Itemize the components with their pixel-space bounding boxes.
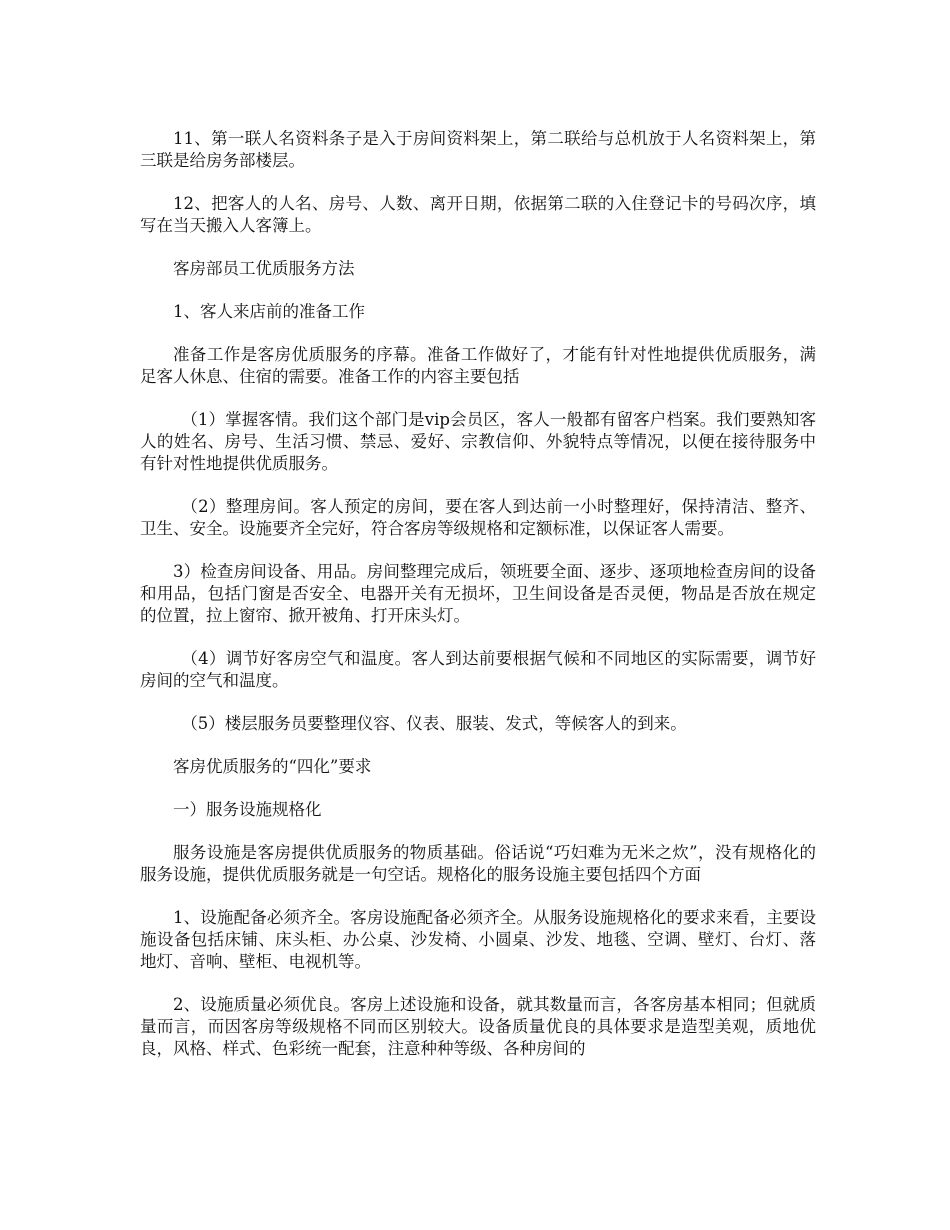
paragraph-facilities-complete: 1、设施配备必须齐全。客房设施配备必须齐全。从服务设施规格化的要求来看，主要设施设备包括床铺、床头柜、办公桌、沙发椅、小圆桌、沙发、地毯、空调、壁灯、台灯、落地灯、音响、壁柜、电视机等。 bbox=[140, 908, 816, 971]
section-heading-service-methods: 客房部员工优质服务方法 bbox=[173, 259, 355, 278]
document-page bbox=[140, 128, 816, 1081]
paragraph-facilities-intro: 服务设施是客房提供优质服务的物质基础。俗话说“巧妇难为无米之炊”，没有规格化的服务设施，提供优质服务就是一句空话。规格化的服务设施主要包括四个方面 bbox=[140, 843, 816, 884]
paragraph-staff-appearance: （5）楼层服务员要整理仪容、仪表、服装、发式，等候客人的到来。 bbox=[181, 714, 687, 733]
paragraph-room-cleanup: （2）整理房间。客人预定的房间，要在客人到达前一小时整理好，保持清洁、整齐、卫生、安全。设施要齐全完好，符合客房等级规格和定额标准，以保证客人需要。 bbox=[140, 497, 816, 538]
paragraph-air-temperature: （4）调节好客房空气和温度。客人到达前要根据气候和不同地区的实际需要，调节好房间的空气和温度。 bbox=[140, 649, 816, 690]
subsection-heading-standardized-facilities: 一）服务设施规格化 bbox=[173, 800, 322, 819]
paragraph-item-11: 11、第一联人名资料条子是入于房间资料架上，第二联给与总机放于人名资料架上，第三联是给房务部楼层。 bbox=[140, 129, 816, 170]
subsection-heading-preparation: 1、客人来店前的准备工作 bbox=[173, 302, 365, 321]
paragraph-item-12: 12、把客人的人名、房号、人数、离开日期，依据第二联的入住登记卡的号码次序，填写在当天搬入人客簿上。 bbox=[140, 194, 816, 235]
section-heading-four-requirements: 客房优质服务的“四化”要求 bbox=[173, 757, 372, 776]
paragraph-facilities-quality: 2、设施质量必须优良。客房上述设施和设备，就其数量而言，各客房基本相同；但就质量而言，而因客房等级规格不同而区别较大。设备质量优良的具体要求是造型美观，质地优良，风格、样式、色彩统一配套，注意种种等级、各种房间的 bbox=[140, 995, 816, 1058]
paragraph-preparation-intro: 准备工作是客房优质服务的序幕。准备工作做好了，才能有针对性地提供优质服务，满足客人休息、住宿的需要。准备工作的内容主要包括 bbox=[140, 345, 816, 386]
paragraph-guest-info: （1）掌握客情。我们这个部门是vip会员区，客人一般都有留客户档案。我们要熟知客人的姓名、房号、生活习惯、禁忌、爱好、宗教信仰、外貌特点等情况，以便在接待服务中有针对性地提供优质服务。 bbox=[140, 410, 816, 473]
paragraph-equipment-check: 3）检查房间设备、用品。房间整理完成后，领班要全面、逐步、逐项地检查房间的设备和用品，包括门窗是否安全、电器开关有无损坏，卫生间设备是否灵便，物品是否放在规定的位置，拉上窗帘、掀开被角、打开床头灯。 bbox=[140, 562, 816, 625]
